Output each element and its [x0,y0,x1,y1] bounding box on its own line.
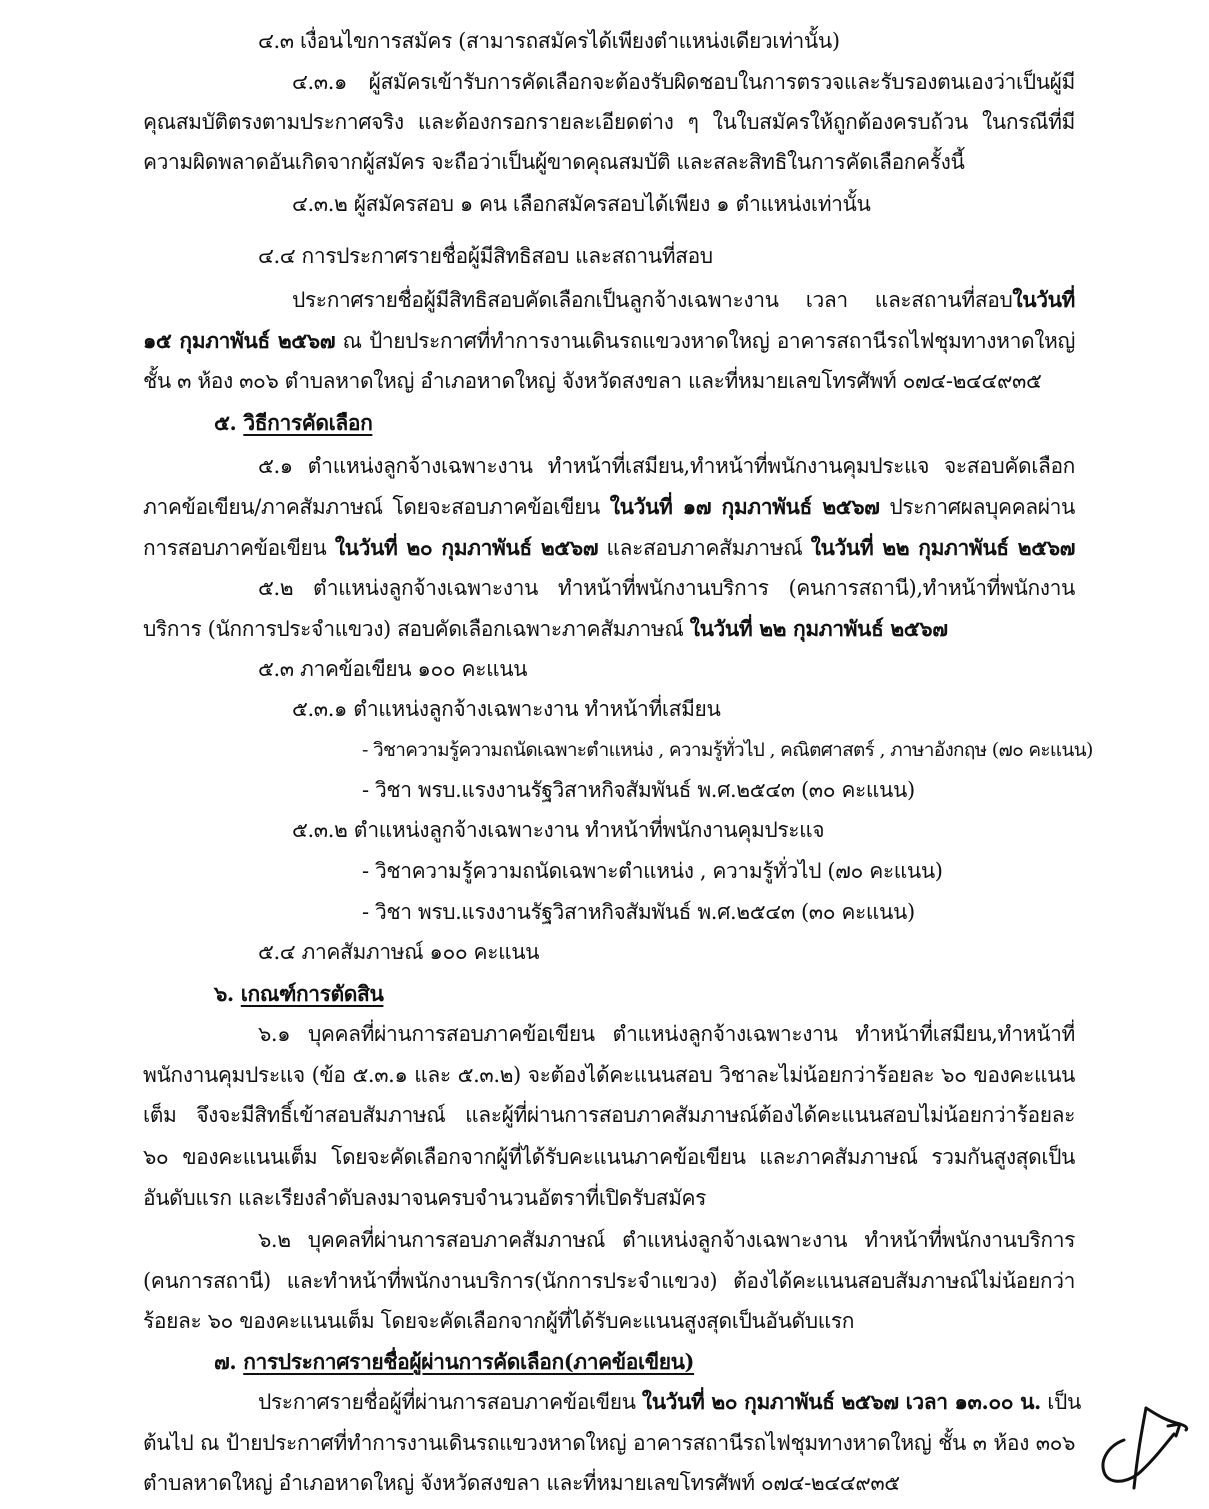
section-5-heading: ๕. วิธีการคัดเลือก [214,410,373,435]
date-emphasis: ในวันที่ ๒๒ กุมภาพันธ์ ๒๕๖๗ [689,616,948,641]
section-6-2-line-1: ๖.๒ บุคคลที่ผ่านการสอบภาคสัมภาษณ์ ตำแหน่งลูกจ้างเฉพาะงาน ทำหน้าที่พนักงานบริการ [258,1228,1075,1252]
section-5-4: ๕.๔ ภาคสัมภาษณ์ ๑๐๐ คะแนน [258,940,540,964]
section-7-line-3: ตำบลหาดใหญ่ อำเภอหาดใหญ่ จังหวัดสงขลา และที่หมายเลขโทรศัพท์ ๐๗๔-๒๔๔๙๓๕ [143,1471,900,1495]
section-4-4-heading: ๔.๔ การประกาศรายชื่อผู้มีสิทธิสอบ และสถานที่สอบ [258,244,713,268]
date-emphasis: ในวันที่ ๒๐ กุมภาพันธ์ ๒๕๖๗ [334,535,599,560]
section-6-heading: ๖. เกณฑ์การตัดสิน [214,981,384,1006]
section-6-1-line-4: ๖๐ ของคะแนนเต็ม โดยจะคัดเลือกจากผู้ที่ได้รับคะแนนภาคข้อเขียน และภาคสัมภาษณ์ รวมกันสูงสุดเป็น [143,1145,1075,1169]
section-7-title: การประกาศรายชื่อผู้ผ่านการคัดเลือก(ภาคข้อเขียน) [243,1349,695,1374]
section-5-1-line-3: การสอบภาคข้อเขียน ในวันที่ ๒๐ กุมภาพันธ์ ๒๕๖๗ และสอบภาคสัมภาษณ์ ในวันที่ ๒๒ กุมภาพันธ์ ๒๕๖๗ [143,535,1076,560]
section-6-1-line-3: เต็ม จึงจะมีสิทธิ์เข้าสอบสัมภาษณ์ และผู้ที่ผ่านการสอบภาคสัมภาษณ์ต้องได้คะแนนสอบไม่น้อยกว่าร้อยละ [143,1103,1075,1127]
date-emphasis: ในวันที่ ๒๒ กุมภาพันธ์ ๒๕๖๗ [810,535,1076,560]
section-5-3-1-heading: ๕.๓.๑ ตำแหน่งลูกจ้างเฉพาะงาน ทำหน้าที่เสมียน [292,697,721,721]
section-6-1-line-1: ๖.๑ บุคคลที่ผ่านการสอบภาคข้อเขียน ตำแหน่งลูกจ้างเฉพาะงาน ทำหน้าที่เสมียน,ทำหน้าที่ [258,1022,1075,1046]
section-5-title: วิธีการคัดเลือก [243,410,373,435]
section-4-3-1-line-1: ๔.๓.๑ ผู้สมัครเข้ารับการคัดเลือกจะต้องรับผิดชอบในการตรวจและรับรองตนเองว่าเป็นผู้มี [292,70,1075,94]
date-emphasis: ๑๕ กุมภาพันธ์ ๒๕๖๗ [143,328,336,353]
section-5-3-2-item-2: - วิชา พรบ.แรงงานรัฐวิสาหกิจสัมพันธ์ พ.ศ.๒๕๔๓ (๓๐ คะแนน) [362,900,915,924]
signature-initial [1094,1400,1194,1492]
section-5-3-2-item-1: - วิชาความรู้ความถนัดเฉพาะตำแหน่ง , ความรู้ทั่วไป (๗๐ คะแนน) [362,859,943,883]
section-6-2-line-3: ร้อยละ ๖๐ ของคะแนนเต็ม โดยจะคัดเลือกจากผู้ที่ได้รับคะแนนสูงสุดเป็นอันดับแรก [143,1309,855,1333]
section-5-1-line-2: ภาคข้อเขียน/ภาคสัมภาษณ์ โดยจะสอบภาคข้อเขียน ในวันที่ ๑๗ กุมภาพันธ์ ๒๕๖๗ ประกาศผลบุคคลผ่าน [143,494,1075,519]
section-4-4-line-2: ๑๕ กุมภาพันธ์ ๒๕๖๗ ณ ป้ายประกาศที่ทำการงานเดินรถแขวงหาดใหญ่ อาคารสถานีรถไฟชุมทางหาดใหญ่ [143,328,1075,353]
date-emphasis: ในวันที่ [1012,287,1075,312]
section-7-line-2: ต้นไป ณ ป้ายประกาศที่ทำการงานเดินรถแขวงหาดใหญ่ อาคารสถานีรถไฟชุมทางหาดใหญ่ ชั้น ๓ ห้อง ๓๐๖ [143,1431,1075,1455]
section-5-1-line-1: ๕.๑ ตำแหน่งลูกจ้างเฉพาะงาน ทำหน้าที่เสมียน,ทำหน้าที่พนักงานคุมประแจ จะสอบคัดเลือก [258,454,1075,478]
section-5-3-2-heading: ๕.๓.๒ ตำแหน่งลูกจ้างเฉพาะงาน ทำหน้าที่พนักงานคุมประแจ [292,818,825,842]
section-4-4-line-3: ชั้น ๓ ห้อง ๓๐๖ ตำบลหาดใหญ่ อำเภอหาดใหญ่ จังหวัดสงขลา และที่หมายเลขโทรศัพท์ ๐๗๔-๒๔๔๙๓๕ [143,369,1042,393]
section-5-2-line-1: ๕.๒ ตำแหน่งลูกจ้างเฉพาะงาน ทำหน้าที่พนักงานบริการ (คนการสถานี),ทำหน้าที่พนักงาน [258,576,1075,600]
section-7-heading: ๗. การประกาศรายชื่อผู้ผ่านการคัดเลือก(ภาคข้อเขียน) [214,1349,695,1374]
section-6-1-line-5: อันดับแรก และเรียงลำดับลงมาจนครบจำนวนอัตราที่เปิดรับสมัคร [143,1186,707,1210]
section-4-3-2: ๔.๓.๒ ผู้สมัครสอบ ๑ คน เลือกสมัครสอบได้เพียง ๑ ตำแหน่งเท่านั้น [292,192,871,216]
date-emphasis: ในวันที่ ๑๗ กุมภาพันธ์ ๒๕๖๗ [609,494,880,519]
section-4-4-line-1: ประกาศรายชื่อผู้มีสิทธิสอบคัดเลือกเป็นลูกจ้างเฉพาะงาน เวลา และสถานที่สอบในวันที่ [292,287,1075,312]
date-emphasis: ในวันที่ ๒๐ กุมภาพันธ์ ๒๕๖๗ เวลา ๑๓.๐๐ น. [641,1389,1041,1414]
section-7-line-1: ประกาศรายชื่อผู้ที่ผ่านการสอบภาคข้อเขียน ในวันที่ ๒๐ กุมภาพันธ์ ๒๕๖๗ เวลา ๑๓.๐๐ น. เป็น [258,1389,1081,1414]
section-4-3-1-line-3: ความผิดพลาดอันเกิดจากผู้สมัคร จะถือว่าเป็นผู้ขาดคุณสมบัติ และสละสิทธิในการคัดเลือกครั้งนี้ [143,150,965,174]
section-6-1-line-2: พนักงานคุมประแจ (ข้อ ๕.๓.๑ และ ๕.๓.๒) จะต้องได้คะแนนสอบ วิชาละไม่น้อยกว่าร้อยละ ๖๐ ของคะแนน [143,1063,1075,1087]
section-6-2-line-2: (คนการสถานี) และทำหน้าที่พนักงานบริการ(นักการประจำแขวง) ต้องได้คะแนนสอบสัมภาษณ์ไม่น้อยกว่า [143,1269,1075,1293]
section-5-3-1-item-1: - วิชาความรู้ความถนัดเฉพาะตำแหน่ง , ความรู้ทั่วไป , คณิตศาสตร์ , ภาษาอังกฤษ (๗๐ คะแนน) [362,739,1093,761]
section-4-3-heading: ๔.๓ เงื่อนไขการสมัคร (สามารถสมัครได้เพียงตำแหน่งเดียวเท่านั้น) [258,29,840,53]
section-5-3-heading: ๕.๓ ภาคข้อเขียน ๑๐๐ คะแนน [258,657,528,681]
section-6-title: เกณฑ์การตัดสิน [240,981,384,1006]
section-4-3-1-line-2: คุณสมบัติตรงตามประกาศจริง และต้องกรอกรายละเอียดต่าง ๆ ในใบสมัครให้ถูกต้องครบถ้วน ในกรณีที่มี [143,110,1075,134]
section-5-2-line-2: บริการ (นักการประจำแขวง) สอบคัดเลือกเฉพาะภาคสัมภาษณ์ ในวันที่ ๒๒ กุมภาพันธ์ ๒๕๖๗ [143,616,948,641]
section-5-3-1-item-2: - วิชา พรบ.แรงงานรัฐวิสาหกิจสัมพันธ์ พ.ศ.๒๕๔๓ (๓๐ คะแนน) [362,778,915,802]
